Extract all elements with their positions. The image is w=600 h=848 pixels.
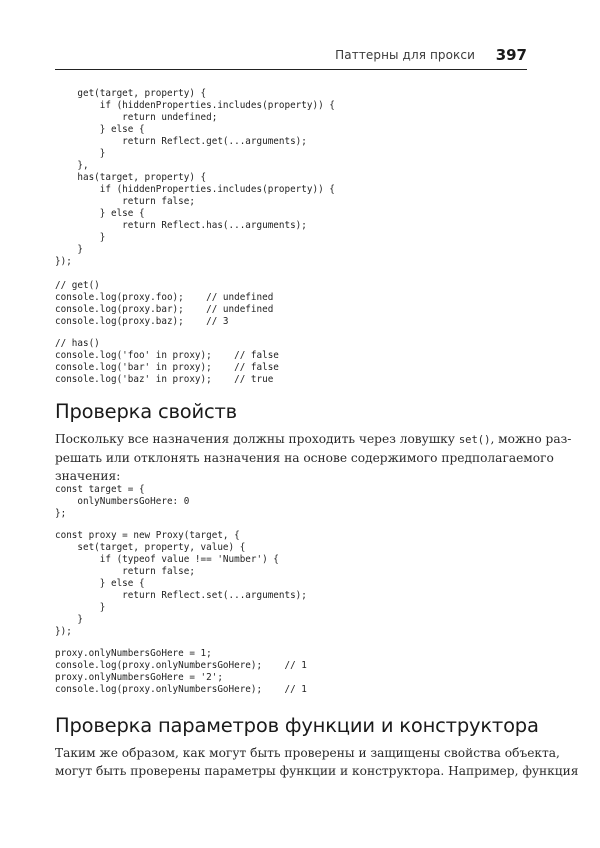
- code-block-proxy-handler: [55, 88, 335, 268]
- code-line: const target = {: [55, 484, 145, 495]
- code-line: proxy.onlyNumbersGoHere = '2';: [55, 672, 223, 683]
- code-line: get(target, property) {: [55, 88, 207, 99]
- code-line: console.log('bar' in proxy); // false: [55, 362, 279, 373]
- code-line: if (hiddenProperties.includes(property)) {: [55, 100, 335, 111]
- code-line: });: [55, 626, 72, 637]
- code-line: console.log(proxy.onlyNumbersGoHere); // 1: [55, 684, 307, 695]
- code-line: }: [55, 232, 106, 243]
- page-number: 397: [495, 46, 527, 64]
- paragraph-line: Таким же образом, как могут быть проверены и защищены свойства объекта,: [55, 746, 560, 760]
- code-line: proxy.onlyNumbersGoHere = 1;: [55, 648, 212, 659]
- code-line: const proxy = new Proxy(target, {: [55, 530, 240, 541]
- running-head: [55, 46, 527, 68]
- code-line: onlyNumbersGoHere: 0: [55, 496, 190, 507]
- code-line: return false;: [55, 566, 195, 577]
- code-block-target: [55, 484, 189, 520]
- paragraph-property-validation: [55, 430, 572, 485]
- code-line: // has(): [55, 338, 100, 349]
- code-line: }: [55, 148, 106, 159]
- code-line: console.log(proxy.baz); // 3: [55, 316, 229, 327]
- inline-code: set(): [458, 434, 491, 446]
- code-line: } else {: [55, 208, 145, 219]
- code-line: if (hiddenProperties.includes(property)) {: [55, 184, 335, 195]
- code-line: // get(): [55, 280, 100, 291]
- code-line: }: [55, 244, 83, 255]
- section-heading-parameter-validation: Проверка параметров функции и конструктора: [55, 714, 539, 737]
- code-line: if (typeof value !== 'Number') {: [55, 554, 279, 565]
- code-line: return false;: [55, 196, 195, 207]
- code-line: };: [55, 508, 67, 519]
- code-line: return Reflect.has(...arguments);: [55, 220, 307, 231]
- code-block-set-trap: [55, 530, 307, 638]
- paragraph-parameter-validation: [55, 744, 579, 780]
- code-line: }: [55, 602, 106, 613]
- code-line: return Reflect.set(...arguments);: [55, 590, 307, 601]
- code-block-set-examples: [55, 648, 307, 696]
- section-heading-property-validation: Проверка свойств: [55, 400, 237, 423]
- code-line: console.log(proxy.foo); // undefined: [55, 292, 274, 303]
- code-line: has(target, property) {: [55, 172, 207, 183]
- paragraph-line: могут быть проверены параметры функции и конструктора. Например, функция: [55, 764, 579, 778]
- code-line: });: [55, 256, 72, 267]
- paragraph-line: значения:: [55, 469, 121, 483]
- code-block-has-examples: [55, 338, 279, 386]
- code-line: console.log('foo' in proxy); // false: [55, 350, 279, 361]
- code-line: set(target, property, value) {: [55, 542, 246, 553]
- code-line: } else {: [55, 578, 145, 589]
- running-title: Паттерны для прокси: [335, 48, 475, 62]
- code-line: return undefined;: [55, 112, 218, 123]
- code-line: console.log(proxy.bar); // undefined: [55, 304, 274, 315]
- code-block-get-examples: [55, 280, 273, 328]
- code-line: console.log('baz' in proxy); // true: [55, 374, 274, 385]
- code-line: } else {: [55, 124, 145, 135]
- code-line: return Reflect.get(...arguments);: [55, 136, 307, 147]
- code-line: }: [55, 614, 83, 625]
- code-line: },: [55, 160, 89, 171]
- header-divider: [55, 69, 527, 70]
- paragraph-line: решать или отклонять назначения на основе содержимого предполагаемого: [55, 451, 554, 465]
- code-line: console.log(proxy.onlyNumbersGoHere); // 1: [55, 660, 307, 671]
- paragraph-line: Поскольку все назначения должны проходить через ловушку set(), можно раз-: [55, 432, 572, 446]
